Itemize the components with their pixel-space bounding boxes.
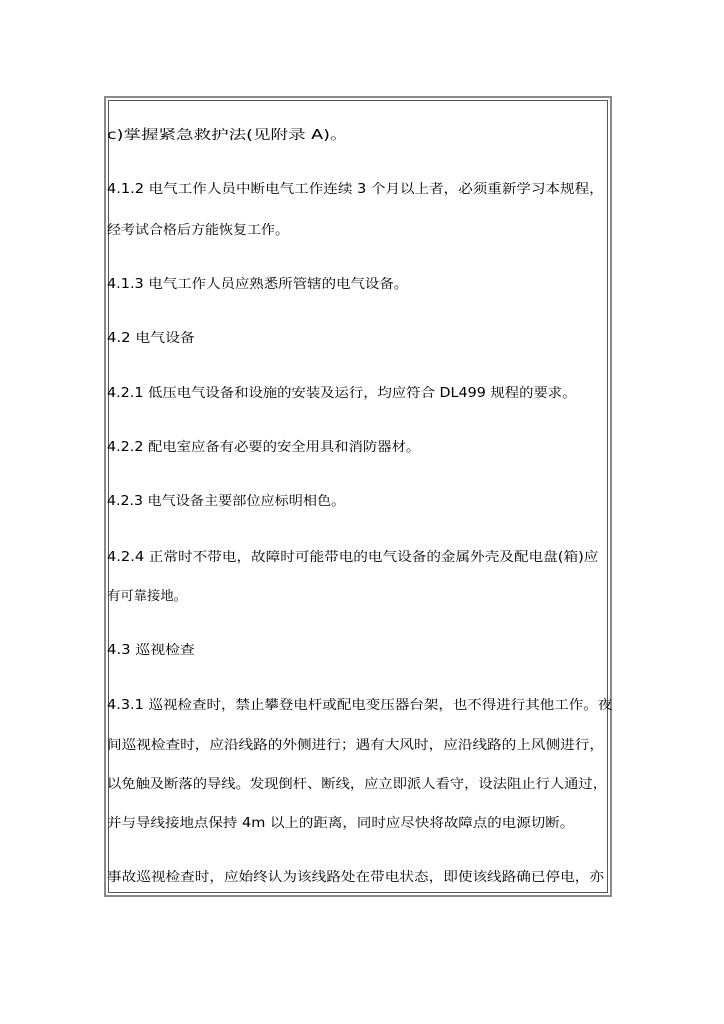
text-line-15: 并与导线接地点保持 4m 以上的距离，同时应尽快将故障点的电源切断。 <box>107 816 575 831</box>
section-heading-4-3: 4.3 巡视检查 <box>107 643 195 658</box>
section-heading-4-2: 4.2 电气设备 <box>107 331 195 346</box>
text-line-4: 4.1.3 电气工作人员应熟悉所管辖的电气设备。 <box>107 277 409 292</box>
text-line-1: c)掌握紧急救护法(见附录 A)。 <box>107 128 348 143</box>
text-line-10: 有可靠接地。 <box>107 589 188 604</box>
text-line-12: 4.3.1 巡视检查时，禁止攀登电杆或配电变压器台架，也不得进行其他工作。夜 <box>107 698 613 713</box>
text-line-7: 4.2.2 配电室应备有必要的安全用具和消防器材。 <box>107 440 421 455</box>
text-line-2: 4.1.2 电气工作人员中断电气工作连续 3 个月以上者，必须重新学习本规程， <box>107 182 604 197</box>
text-line-13: 间巡视检查时，应沿线路的外侧进行；遇有大风时，应沿线路的上风侧进行， <box>107 738 605 753</box>
text-line-14: 以免触及断落的导线。发现倒杆、断线，应立即派人看守，设法阻止行人通过， <box>107 777 608 792</box>
text-line-6: 4.2.1 低压电气设备和设施的安装及运行，均应符合 DL499 规程的要求。 <box>107 386 577 401</box>
text-line-3: 经考试合格后方能恢复工作。 <box>107 223 290 238</box>
text-line-9: 4.2.4 正常时不带电，故障时可能带电的电气设备的金属外壳及配电盘(箱)应 <box>107 550 599 565</box>
text-line-8: 4.2.3 电气设备主要部位应标明相色。 <box>107 494 346 509</box>
text-line-16: 事故巡视检查时，应始终认为该线路处在带电状态，即使该线路确已停电，亦 <box>107 870 605 885</box>
